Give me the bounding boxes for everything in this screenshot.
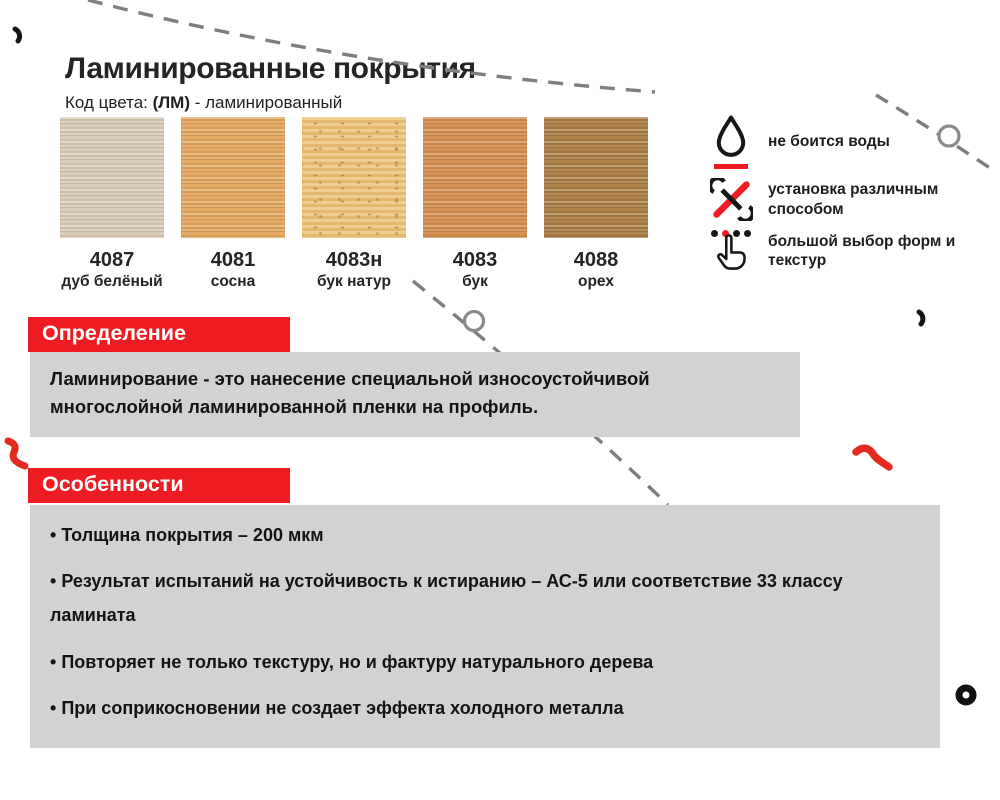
swatch-name: сосна xyxy=(210,273,256,290)
swatch-4088 xyxy=(544,117,648,291)
tools-icon xyxy=(707,178,755,221)
swatch-code: 4088 xyxy=(573,249,619,271)
subtitle-code: (ЛМ) xyxy=(152,93,191,112)
feature-label: большой выбор форм и текстур xyxy=(768,232,956,269)
subtitle-prefix: Код цвета: xyxy=(65,93,153,112)
definition-text: Ламинирование - это нанесение специальной износоустойчивой многослойной ламинированной пленки на профиль. xyxy=(50,368,650,417)
feature-water xyxy=(707,114,969,169)
feature-choice xyxy=(707,230,969,272)
feature-label: установка различным способом xyxy=(768,181,939,218)
header xyxy=(65,52,476,113)
swatch-name: бук xyxy=(462,273,488,290)
feature-bullet: • Толщина покрытия – 200 мкм xyxy=(50,518,920,552)
dashed-line-circle-node xyxy=(465,312,484,331)
feature-installation xyxy=(707,178,969,221)
color-code-subtitle xyxy=(65,93,476,113)
feature-icons-list xyxy=(707,114,969,272)
swatch-4087 xyxy=(60,117,164,291)
page-title: Ламинированные покрытия xyxy=(65,52,476,85)
swatch-code: 4083н xyxy=(325,249,383,271)
wood-sample-image xyxy=(423,117,527,238)
features-heading: Особенности xyxy=(28,468,290,503)
swatch-code: 4081 xyxy=(210,249,256,271)
swatch-4083n xyxy=(302,117,406,291)
subtitle-suffix: - ламинированный xyxy=(190,93,343,112)
water-drop-icon xyxy=(707,114,755,169)
swatch-name: дуб белёный xyxy=(61,273,163,290)
wood-sample-image xyxy=(302,117,406,238)
feature-bullet: • При соприкосновении не создает эффекта холодного металла xyxy=(50,691,920,725)
swatch-code: 4083 xyxy=(452,249,498,271)
wood-sample-image xyxy=(544,117,648,238)
definition-panel xyxy=(30,352,800,437)
definition-heading: Определение xyxy=(28,317,290,352)
features-panel xyxy=(30,505,940,748)
swatch-name: орех xyxy=(578,273,614,290)
wood-sample-image xyxy=(60,117,164,238)
swatch-4083 xyxy=(423,117,527,291)
red-underline xyxy=(714,164,748,169)
feature-label: не боится воды xyxy=(768,132,890,150)
hand-choice-icon xyxy=(707,230,755,272)
swatch-row xyxy=(60,117,648,291)
wood-sample-image xyxy=(181,117,285,238)
feature-bullet: • Результат испытаний на устойчивость к истиранию – АС-5 или соответствие 33 классу ламината xyxy=(50,564,920,632)
swatch-name: бук натур xyxy=(317,273,391,290)
swatch-code: 4087 xyxy=(89,249,135,271)
feature-bullet: • Повторяет не только текстуру, но и фактуру натурального дерева xyxy=(50,645,920,679)
swatch-4081 xyxy=(181,117,285,291)
